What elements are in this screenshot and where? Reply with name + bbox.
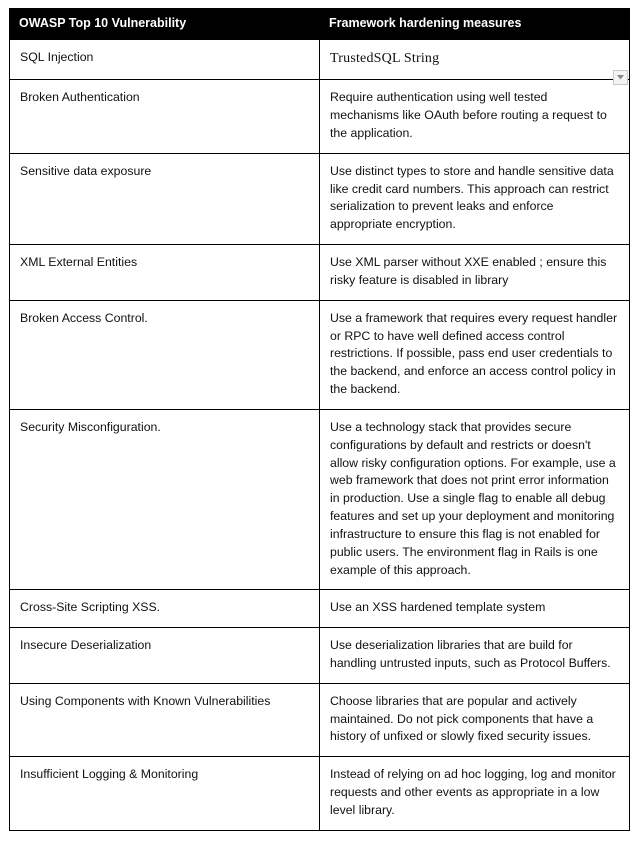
cell-measure: Use distinct types to store and handle sensitive data like credit card numbers. This approach can restrict serialization to prevent leaks and enforce appropriate encryption.: [320, 153, 630, 244]
column-header-measure: Framework hardening measures: [320, 9, 630, 40]
cell-measure: Require authentication using well tested mechanisms like OAuth before routing a request to the application.: [320, 80, 630, 153]
owasp-hardening-table: [9, 8, 630, 831]
table-row: [10, 153, 630, 244]
cell-vulnerability: Broken Authentication: [10, 80, 320, 153]
table-row: [10, 409, 630, 589]
table-row: [10, 757, 630, 830]
cell-measure: Use a technology stack that provides secure configurations by default and restricts or doesn't allow risky configuration options. For example, use a web framework that does not print error information in production. Use a single flag to enable all debug features and set up your deployment and monitoring infrastructure to ensure this flag is not enabled for public users. The environment flag in Rails is one example of this approach.: [320, 409, 630, 589]
cell-vulnerability: Broken Access Control.: [10, 300, 320, 409]
cell-vulnerability: SQL Injection: [10, 40, 320, 80]
cell-measure: Use a framework that requires every request handler or RPC to have well defined access control restrictions. If possible, pass end user credentials to the backend, and enforce an access control policy in the backend.: [320, 300, 630, 409]
table-row: [10, 40, 630, 80]
cell-vulnerability: Sensitive data exposure: [10, 153, 320, 244]
table-row: [10, 590, 630, 628]
column-header-vulnerability: OWASP Top 10 Vulnerability: [10, 9, 320, 40]
cell-vulnerability: Insecure Deserialization: [10, 628, 320, 684]
cell-measure: [320, 40, 630, 80]
table-row: [10, 628, 630, 684]
table-row: [10, 245, 630, 301]
table-row: [10, 683, 630, 756]
cell-measure: Use deserialization libraries that are build for handling untrusted inputs, such as Protocol Buffers.: [320, 628, 630, 684]
cell-vulnerability: Security Misconfiguration.: [10, 409, 320, 589]
table-header-row: [10, 9, 630, 40]
table-row: [10, 300, 630, 409]
trusted-sql-string-term: TrustedSQL String: [330, 51, 440, 66]
table-body: [10, 40, 630, 831]
cell-vulnerability: Cross-Site Scripting XSS.: [10, 590, 320, 628]
cell-vulnerability: Using Components with Known Vulnerabilities: [10, 683, 320, 756]
cell-vulnerability: XML External Entities: [10, 245, 320, 301]
cell-measure: Use an XSS hardened template system: [320, 590, 630, 628]
cell-vulnerability: Insufficient Logging & Monitoring: [10, 757, 320, 830]
table-header: [10, 9, 630, 40]
cell-measure: Choose libraries that are popular and actively maintained. Do not pick components that have a history of unfixed or slowly fixed security issues.: [320, 683, 630, 756]
cell-measure: Instead of relying on ad hoc logging, log and monitor requests and other events as appropriate in a low level library.: [320, 757, 630, 830]
cell-measure: Use XML parser without XXE enabled ; ensure this risky feature is disabled in library: [320, 245, 630, 301]
chevron-down-icon[interactable]: [613, 70, 628, 85]
table-row: [10, 80, 630, 153]
